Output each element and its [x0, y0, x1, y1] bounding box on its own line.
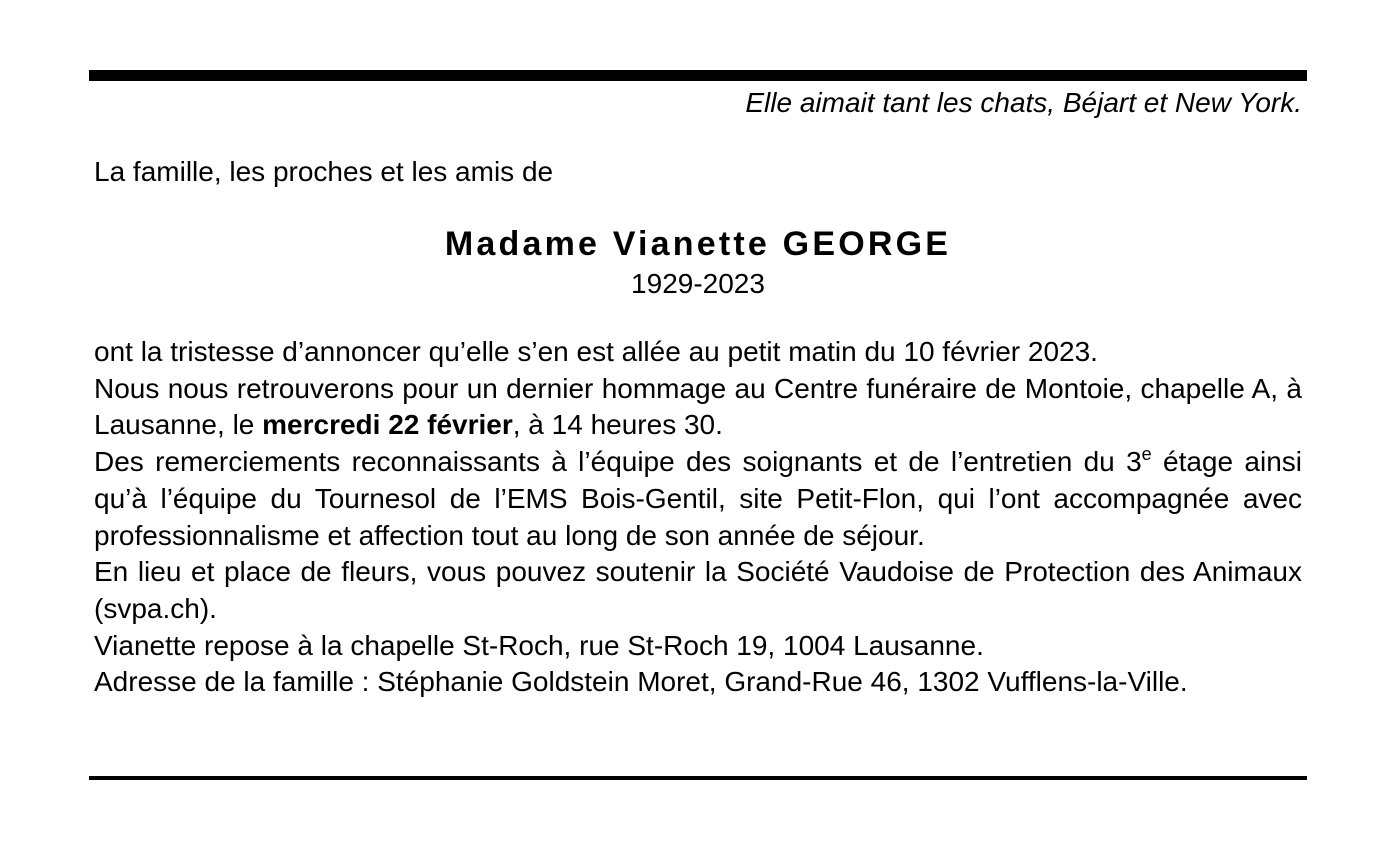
ceremony-date: mercredi 22 février [262, 409, 513, 441]
thanks-paragraph [94, 444, 1302, 554]
announcement-paragraph: ont la tristesse d’annoncer qu’elle s’en est allée au petit matin du 10 février 2023. [94, 336, 1098, 367]
thanks-text-after: étage ainsi qu’à l’équipe du Tournesol de l’EMS Bois-Gentil, site Petit-Flon, qui l’ont accompagnée avec professionnalisme et affection tout au long de son année de séjour. [94, 446, 1302, 551]
ceremony-text-before: Nous nous retrouverons pour un dernier hommage au Centre funéraire de Montoie, chapelle A, à Lausanne, le [94, 372, 1302, 441]
bottom-divider [89, 776, 1307, 780]
top-divider [89, 70, 1307, 81]
family-address-paragraph: Adresse de la famille : Stéphanie Goldstein Moret, Grand-Rue 46, 1302 Vufflens-la-Ville. [94, 666, 1188, 698]
intro-line: La famille, les proches et les amis de [94, 156, 554, 187]
ceremony-text-after: , à 14 heures 30. [512, 409, 723, 441]
donations-paragraph: En lieu et place de fleurs, vous pouvez soutenir la Société Vaudoise de Protection des Animaux (svpa.ch). [94, 556, 1302, 624]
rest-place-paragraph: Vianette repose à la chapelle St-Roch, rue St-Roch 19, 1004 Lausanne. [94, 629, 984, 661]
floor-superscript: e [1141, 444, 1152, 465]
deceased-years: 1929-2023 [631, 268, 765, 299]
announcement-body [94, 334, 1302, 701]
ceremony-paragraph [94, 371, 1302, 444]
epigraph-quote: Elle aimait tant les chats, Béjart et New York. [745, 87, 1302, 118]
thanks-text-before: Des remerciements reconnaissants à l’équipe des soignants et de l’entretien du 3 [94, 446, 1142, 478]
deceased-name: Madame Vianette GEORGE [444, 225, 952, 263]
